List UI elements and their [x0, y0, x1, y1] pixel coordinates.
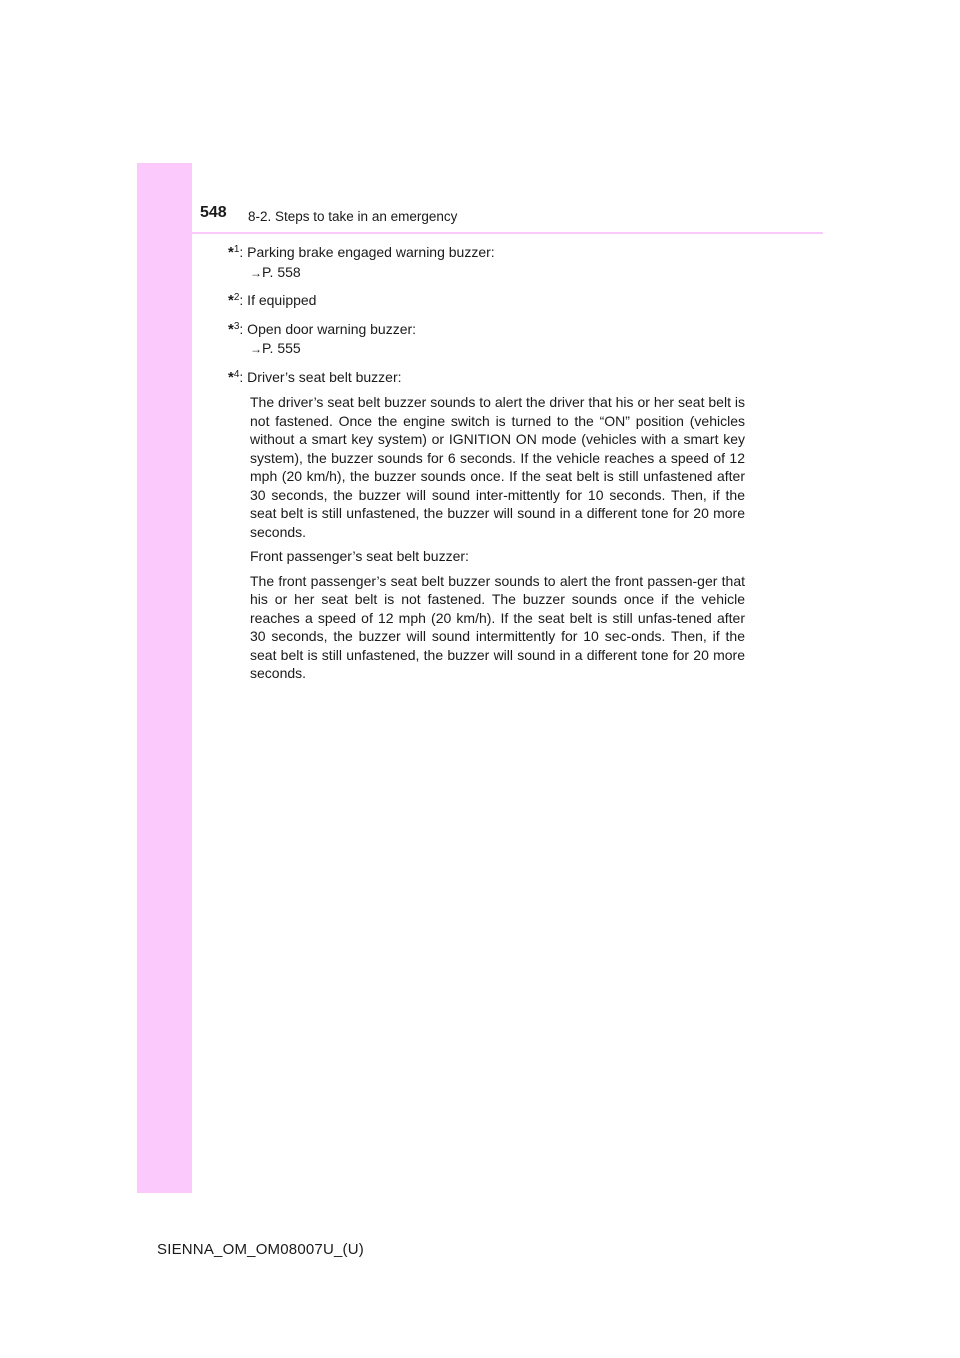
footnote-marker: *$^4$	[228, 368, 240, 386]
footnote-list	[228, 241, 745, 690]
arrow-right-icon: →	[250, 342, 262, 356]
page-number: 548	[200, 204, 227, 221]
footnote-3-label: : Open door warning buzzer:	[239, 320, 417, 337]
header-divider	[192, 232, 823, 234]
footnote-4-heading	[228, 366, 745, 388]
page-reference-text: P. 558	[262, 263, 301, 280]
document-code: SIENNA_OM_OM08007U_(U)	[157, 1241, 364, 1258]
footnote-4-label: : Driver’s seat belt buzzer:	[239, 368, 402, 385]
arrow-right-icon: →	[250, 265, 262, 280]
footnote-3-page-reference[interactable]	[228, 339, 745, 359]
footnote-marker: *$^1$	[228, 244, 240, 261]
page-reference-text: P. 555	[262, 340, 301, 356]
footnote-1-page-reference[interactable]	[228, 263, 745, 283]
footnote-3-heading	[228, 318, 745, 340]
footnote-2-heading	[228, 289, 745, 311]
front-passenger-paragraph: The front passenger’s seat belt buzzer sounds to alert the front passen-ger that his or her seat belt is not fastened. The buzzer sounds once if the vehicle reaches a speed of 12 mph (20 km/h). If the seat belt is still unfas-tened after 30 seconds, the buzzer will sound intermittently for 10 sec-onds. Then, if the seat belt is still unfastened, the buzzer will sound in a different tone for 20 more seconds.	[250, 572, 745, 681]
driver-seat-belt-paragraph: The driver’s seat belt buzzer sounds to alert the driver that his or her seat belt is not fastened. Once the engine switch is turned to the “ON” position (vehicles without a smart key system) or IGNITION ON mode (vehicles with a smart key system), the buzzer sounds for 6 seconds. If the vehicle reaches a speed of 12 mph (20 km/h), the buzzer sounds once. If the seat belt is still unfastened after 30 seconds, the buzzer will sound inter-mittently for 10 seconds. Then, if the seat belt is still unfastened, the buzzer will sound in a different tone for 20 more seconds.	[250, 394, 745, 540]
footnote-4	[228, 366, 745, 683]
section-title: 8-2. Steps to take in an emergency	[248, 209, 458, 224]
footnote-marker: *$^2$	[228, 292, 240, 309]
section-sidebar-tab	[137, 163, 192, 1193]
footnote-marker: *$^3$	[228, 320, 240, 338]
front-passenger-subheading: Front passenger’s seat belt buzzer:	[250, 548, 469, 564]
footnote-3	[228, 318, 745, 359]
footnote-1-label: : Parking brake engaged warning buzzer:	[239, 244, 495, 260]
footnote-2	[228, 289, 745, 311]
footnote-1	[228, 241, 745, 282]
footnote-1-heading	[228, 241, 745, 263]
footnote-2-label: : If equipped	[239, 292, 317, 308]
